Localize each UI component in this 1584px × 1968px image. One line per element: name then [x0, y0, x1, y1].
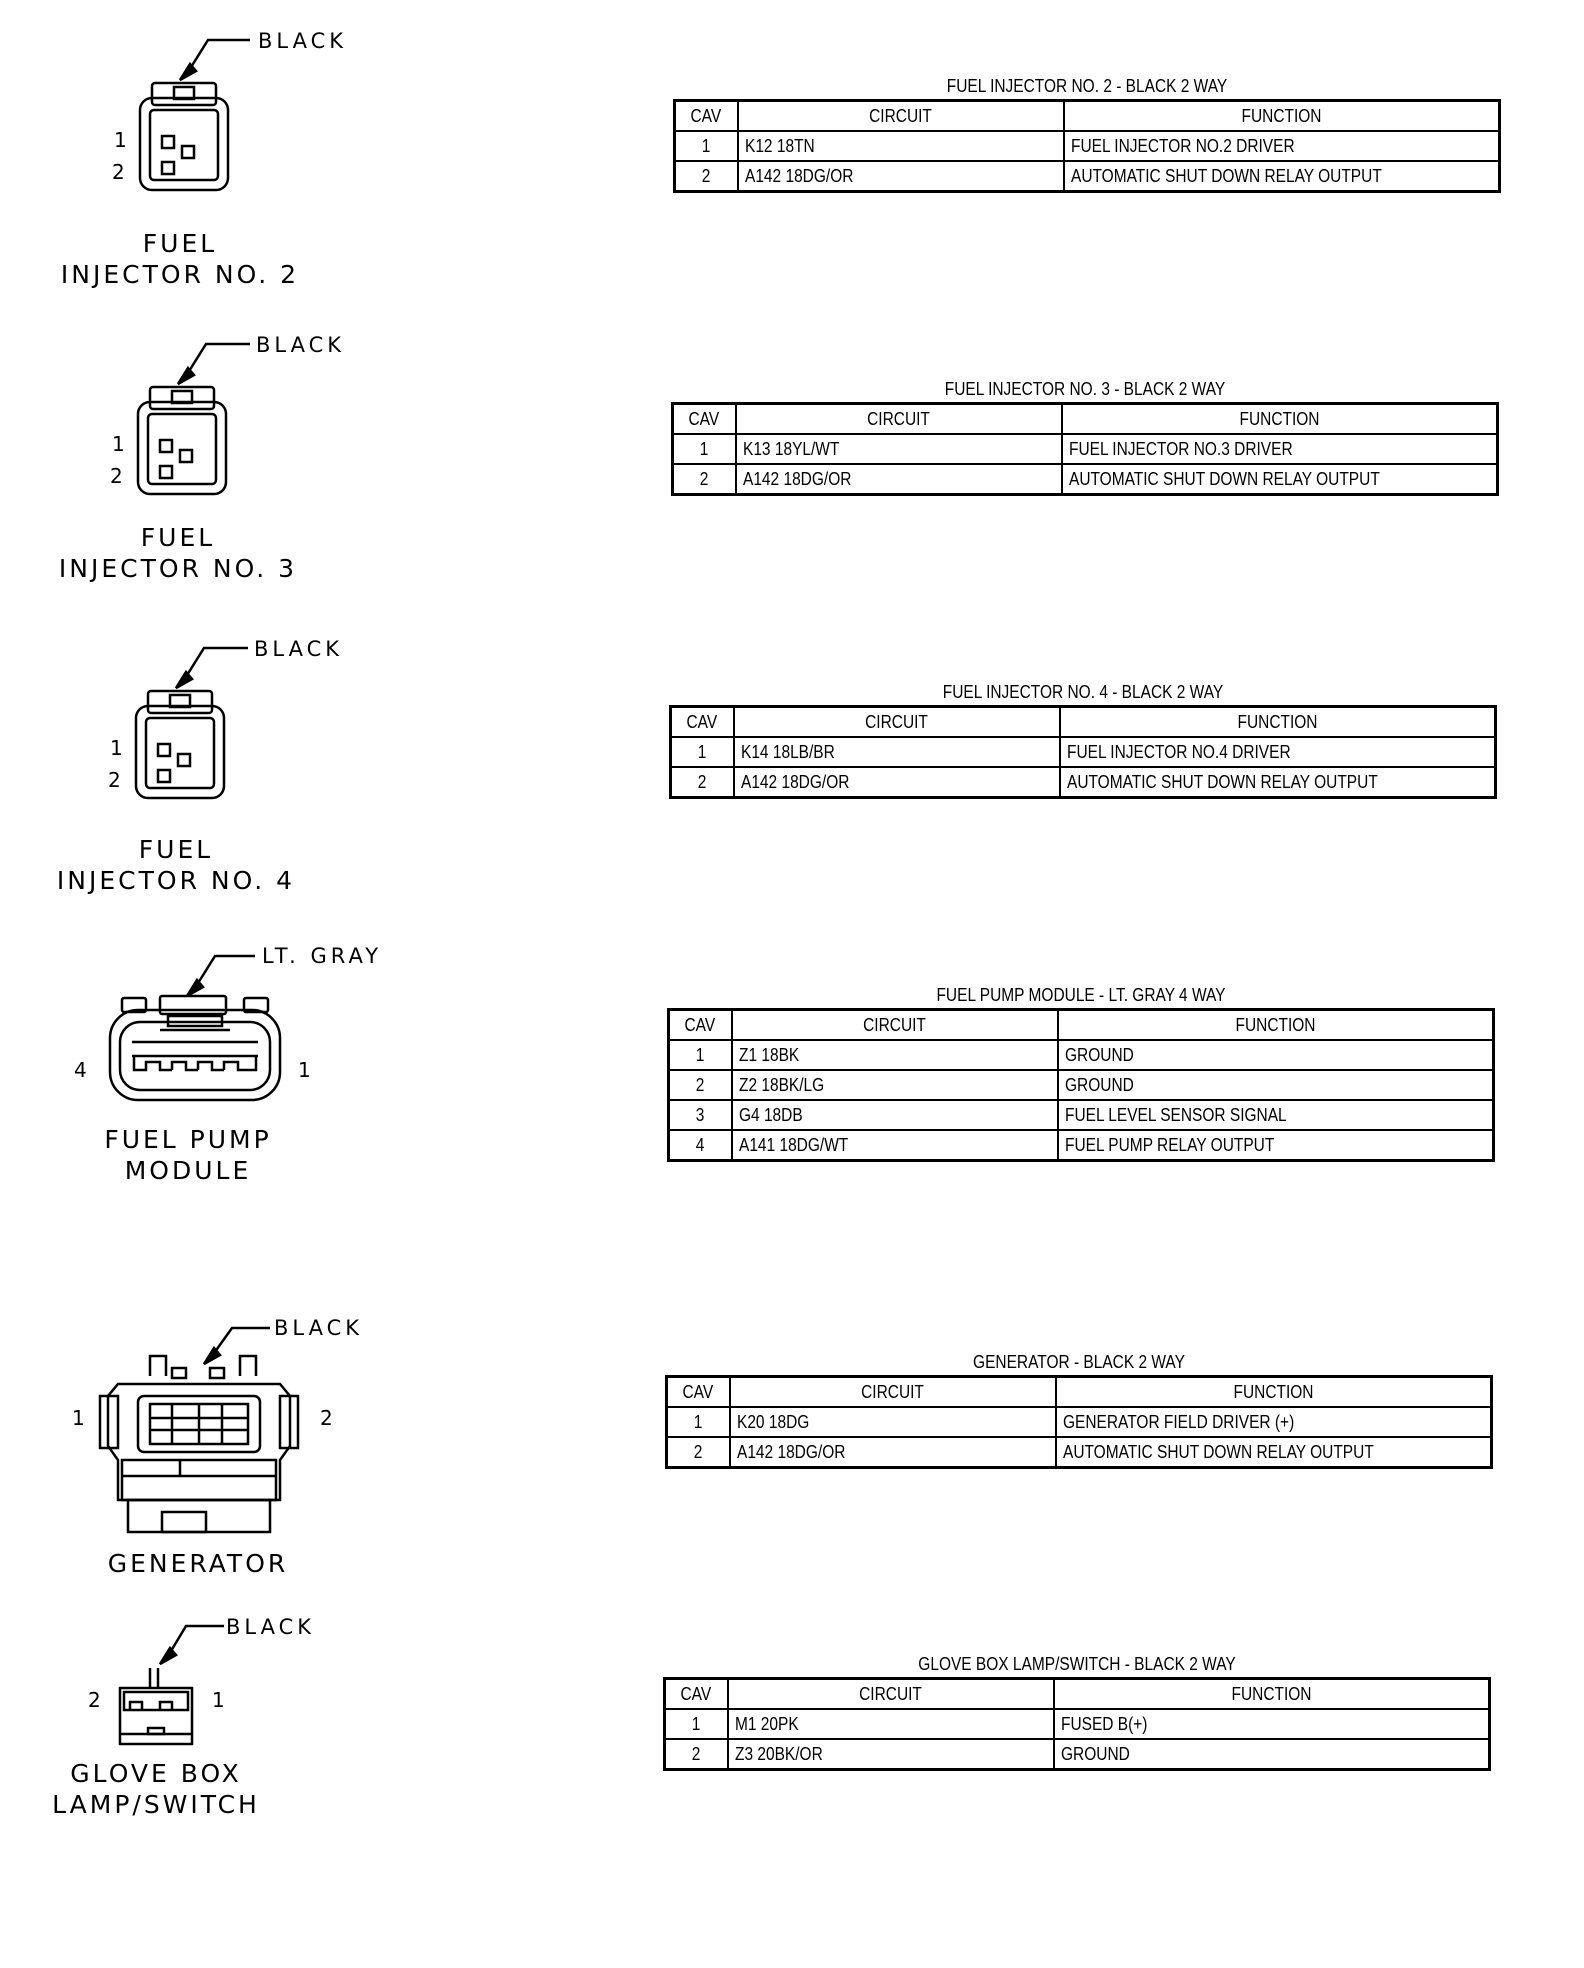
connector-name	[68, 1124, 308, 1186]
cav-cell: 2	[665, 1739, 728, 1770]
pinout-table	[667, 1008, 1495, 1162]
connector-name-line: INJECTOR NO. 4	[56, 866, 296, 895]
function-cell: FUSED B(+)	[1054, 1709, 1490, 1739]
connector-name-line: GENERATOR	[107, 1549, 289, 1578]
connector-color-label: BLACK	[258, 29, 348, 53]
table-header-row	[669, 1010, 1494, 1041]
circuit-cell: Z2 18BK/LG	[732, 1070, 1058, 1100]
connector-name-line: LAMP/SWITCH	[52, 1790, 260, 1819]
column-header-cav: CAV	[667, 1377, 730, 1408]
table-title: FUEL INJECTOR NO. 4 - BLACK 2 WAY	[942, 682, 1224, 702]
function-cell: FUEL LEVEL SENSOR SIGNAL	[1058, 1100, 1494, 1130]
column-header-function: FUNCTION	[1064, 101, 1500, 132]
connector-color-label: BLACK	[256, 333, 346, 357]
connector-name-line: GLOVE BOX	[70, 1759, 242, 1788]
connector-name-line: INJECTOR NO. 2	[60, 260, 300, 289]
table-title: GENERATOR - BLACK 2 WAY	[973, 1352, 1185, 1372]
column-header-function: FUNCTION	[1062, 404, 1498, 435]
pin-label: 2	[110, 464, 123, 488]
pinout-table-block-fuel-injector-2	[673, 73, 1501, 193]
connector-name-line: FUEL	[142, 229, 218, 258]
connector-color-label: BLACK	[226, 1615, 316, 1639]
cav-cell: 1	[667, 1407, 730, 1437]
column-header-cav: CAV	[669, 1010, 732, 1041]
connector-name	[56, 834, 296, 896]
column-header-circuit: CIRCUIT	[736, 404, 1062, 435]
connector-name-line: FUEL PUMP	[104, 1125, 272, 1154]
table-row	[671, 767, 1496, 798]
pinout-table	[665, 1375, 1493, 1469]
circuit-cell: Z3 20BK/OR	[728, 1739, 1054, 1770]
column-header-function: FUNCTION	[1056, 1377, 1492, 1408]
column-header-circuit: CIRCUIT	[730, 1377, 1056, 1408]
table-row	[675, 161, 1500, 192]
connector-name-line: FUEL	[138, 835, 214, 864]
table-row	[675, 131, 1500, 161]
function-cell: FUEL INJECTOR NO.2 DRIVER	[1064, 131, 1500, 161]
table-row	[669, 1070, 1494, 1100]
column-header-circuit: CIRCUIT	[728, 1679, 1054, 1710]
function-cell: AUTOMATIC SHUT DOWN RELAY OUTPUT	[1062, 464, 1498, 495]
function-cell: GROUND	[1058, 1070, 1494, 1100]
cav-cell: 2	[675, 161, 738, 192]
table-title: FUEL INJECTOR NO. 3 - BLACK 2 WAY	[944, 379, 1226, 399]
table-title: FUEL INJECTOR NO. 2 - BLACK 2 WAY	[946, 76, 1228, 96]
circuit-cell: K14 18LB/BR	[734, 737, 1060, 767]
connector-name-line: INJECTOR NO. 3	[58, 554, 298, 583]
cav-cell: 1	[673, 434, 736, 464]
pin-label: 1	[212, 1688, 225, 1712]
table-title: FUEL PUMP MODULE - LT. GRAY 4 WAY	[936, 985, 1226, 1005]
connector-name	[78, 1548, 318, 1579]
column-header-circuit: CIRCUIT	[738, 101, 1064, 132]
function-cell: FUEL INJECTOR NO.3 DRIVER	[1062, 434, 1498, 464]
function-cell: FUEL INJECTOR NO.4 DRIVER	[1060, 737, 1496, 767]
circuit-cell: A142 18DG/OR	[738, 161, 1064, 192]
pin-label: 2	[88, 1688, 101, 1712]
column-header-function: FUNCTION	[1054, 1679, 1490, 1710]
pinout-table-block-fuel-injector-3	[671, 376, 1499, 496]
pinout-table	[663, 1677, 1491, 1771]
column-header-cav: CAV	[671, 707, 734, 738]
table-header-row	[675, 101, 1500, 132]
column-header-circuit: CIRCUIT	[734, 707, 1060, 738]
function-cell: FUEL PUMP RELAY OUTPUT	[1058, 1130, 1494, 1161]
column-header-function: FUNCTION	[1058, 1010, 1494, 1041]
pin-label: 1	[72, 1406, 85, 1430]
connector-diagram-glove-box-lamp-switch	[0, 1610, 620, 1910]
table-row	[671, 737, 1496, 767]
table-row	[673, 464, 1498, 495]
connector-diagram-fuel-injector-4	[0, 608, 620, 908]
function-cell: GROUND	[1058, 1040, 1494, 1070]
table-row	[665, 1739, 1490, 1770]
cav-cell: 2	[673, 464, 736, 495]
function-cell: AUTOMATIC SHUT DOWN RELAY OUTPUT	[1056, 1437, 1492, 1468]
column-header-cav: CAV	[675, 101, 738, 132]
table-header-row	[665, 1679, 1490, 1710]
table-row	[669, 1100, 1494, 1130]
circuit-cell: A141 18DG/WT	[732, 1130, 1058, 1161]
connector-name	[60, 228, 300, 290]
pinout-table-block-generator	[665, 1349, 1493, 1469]
pinout-table-block-fuel-pump-module	[667, 982, 1495, 1162]
table-row	[669, 1040, 1494, 1070]
connector-diagram-fuel-pump-module	[0, 912, 620, 1212]
table-title: GLOVE BOX LAMP/SWITCH - BLACK 2 WAY	[918, 1654, 1236, 1674]
connector-name-line: MODULE	[124, 1156, 252, 1185]
cav-cell: 1	[671, 737, 734, 767]
connector-name	[58, 522, 298, 584]
circuit-cell: G4 18DB	[732, 1100, 1058, 1130]
circuit-cell: K12 18TN	[738, 131, 1064, 161]
table-row	[667, 1407, 1492, 1437]
function-cell: GROUND	[1054, 1739, 1490, 1770]
circuit-cell: Z1 18BK	[732, 1040, 1058, 1070]
pin-label: 2	[320, 1406, 333, 1430]
pinout-table	[671, 402, 1499, 496]
column-header-circuit: CIRCUIT	[732, 1010, 1058, 1041]
circuit-cell: M1 20PK	[728, 1709, 1054, 1739]
connector-diagram-generator	[0, 1300, 620, 1600]
circuit-cell: A142 18DG/OR	[730, 1437, 1056, 1468]
circuit-cell: K20 18DG	[730, 1407, 1056, 1437]
connector-name	[36, 1758, 276, 1820]
cav-cell: 2	[669, 1070, 732, 1100]
connector-name-line: FUEL	[140, 523, 216, 552]
pinout-table-block-fuel-injector-4	[669, 679, 1497, 799]
column-header-cav: CAV	[665, 1679, 728, 1710]
cav-cell: 2	[671, 767, 734, 798]
circuit-cell: A142 18DG/OR	[734, 767, 1060, 798]
cav-cell: 1	[665, 1709, 728, 1739]
connector-color-label: LT. GRAY	[262, 944, 383, 968]
pin-label: 1	[110, 736, 123, 760]
function-cell: GENERATOR FIELD DRIVER (+)	[1056, 1407, 1492, 1437]
connector-diagram-fuel-injector-3	[0, 304, 620, 604]
pin-label: 1	[114, 128, 127, 152]
column-header-cav: CAV	[673, 404, 736, 435]
cav-cell: 1	[675, 131, 738, 161]
cav-cell: 4	[669, 1130, 732, 1161]
table-header-row	[673, 404, 1498, 435]
connector-diagram-fuel-injector-2	[0, 0, 620, 300]
pinout-table	[673, 99, 1501, 193]
function-cell: AUTOMATIC SHUT DOWN RELAY OUTPUT	[1064, 161, 1500, 192]
circuit-cell: K13 18YL/WT	[736, 434, 1062, 464]
table-header-row	[671, 707, 1496, 738]
pin-label: 4	[74, 1058, 87, 1082]
pin-label: 2	[108, 768, 121, 792]
pinout-table-block-glove-box-lamp-switch	[663, 1651, 1491, 1771]
connector-color-label: BLACK	[254, 637, 344, 661]
table-row	[673, 434, 1498, 464]
function-cell: AUTOMATIC SHUT DOWN RELAY OUTPUT	[1060, 767, 1496, 798]
table-header-row	[667, 1377, 1492, 1408]
table-row	[665, 1709, 1490, 1739]
pin-label: 1	[112, 432, 125, 456]
connector-color-label: BLACK	[274, 1316, 364, 1340]
pin-label: 1	[298, 1058, 311, 1082]
circuit-cell: A142 18DG/OR	[736, 464, 1062, 495]
cav-cell: 3	[669, 1100, 732, 1130]
cav-cell: 1	[669, 1040, 732, 1070]
pin-label: 2	[112, 160, 125, 184]
cav-cell: 2	[667, 1437, 730, 1468]
pinout-table	[669, 705, 1497, 799]
table-row	[667, 1437, 1492, 1468]
column-header-function: FUNCTION	[1060, 707, 1496, 738]
table-row	[669, 1130, 1494, 1161]
